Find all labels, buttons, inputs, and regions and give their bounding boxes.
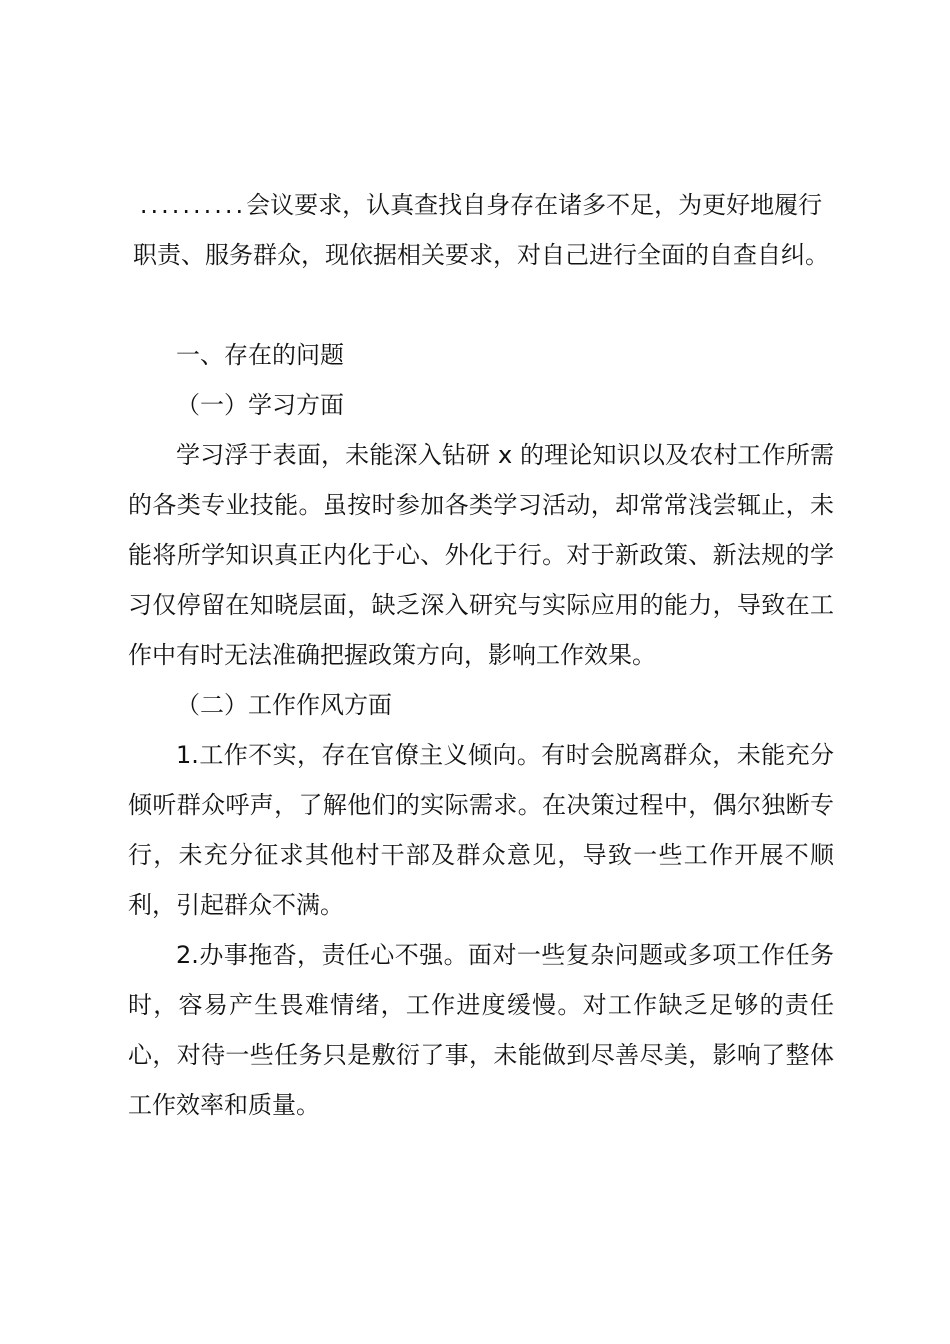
subsection-heading-work-style: （二）工作作风方面 bbox=[176, 691, 392, 719]
paragraph-study: 学习浮于表面，未能深入钻研 x 的理论知识以及农村工作所需的各类专业技能。虽按时参加各类学习活动，却常常浅尝辄止，未能将所学知识真正内化于心、外化于行。对于新政策、新法规的学习仅停留在知晓层面，缺乏深入研究与实际应用的能力，导致在工作中有时无法准确把握政策方向，影响工作效果。 bbox=[128, 441, 834, 669]
section-heading-problems: 一、存在的问题 bbox=[176, 341, 344, 369]
leader-dots: .......... bbox=[139, 191, 247, 219]
subsection-heading-study: （一）学习方面 bbox=[176, 391, 344, 419]
intro-text: 会议要求，认真查找自身存在诸多不足，为更好地履行职责、服务群众，现依据相关要求，对自己进行全面的自查自纠。 bbox=[133, 191, 829, 269]
document-body bbox=[128, 330, 834, 1130]
paragraph-work-style-1: 1.工作不实，存在官僚主义倾向。有时会脱离群众，未能充分倾听群众呼声，了解他们的实际需求。在决策过程中，偶尔独断专行，未充分征求其他村干部及群众意见，导致一些工作开展不顺利，引起群众不满。 bbox=[128, 741, 834, 919]
paragraph-work-style-2: 2.办事拖沓，责任心不强。面对一些复杂问题或多项工作任务时，容易产生畏难情绪，工作进度缓慢。对工作缺乏足够的责任心，对待一些任务只是敷衍了事，未能做到尽善尽美，影响了整体工作效率和质量。 bbox=[128, 941, 834, 1119]
intro-paragraph bbox=[128, 180, 834, 280]
